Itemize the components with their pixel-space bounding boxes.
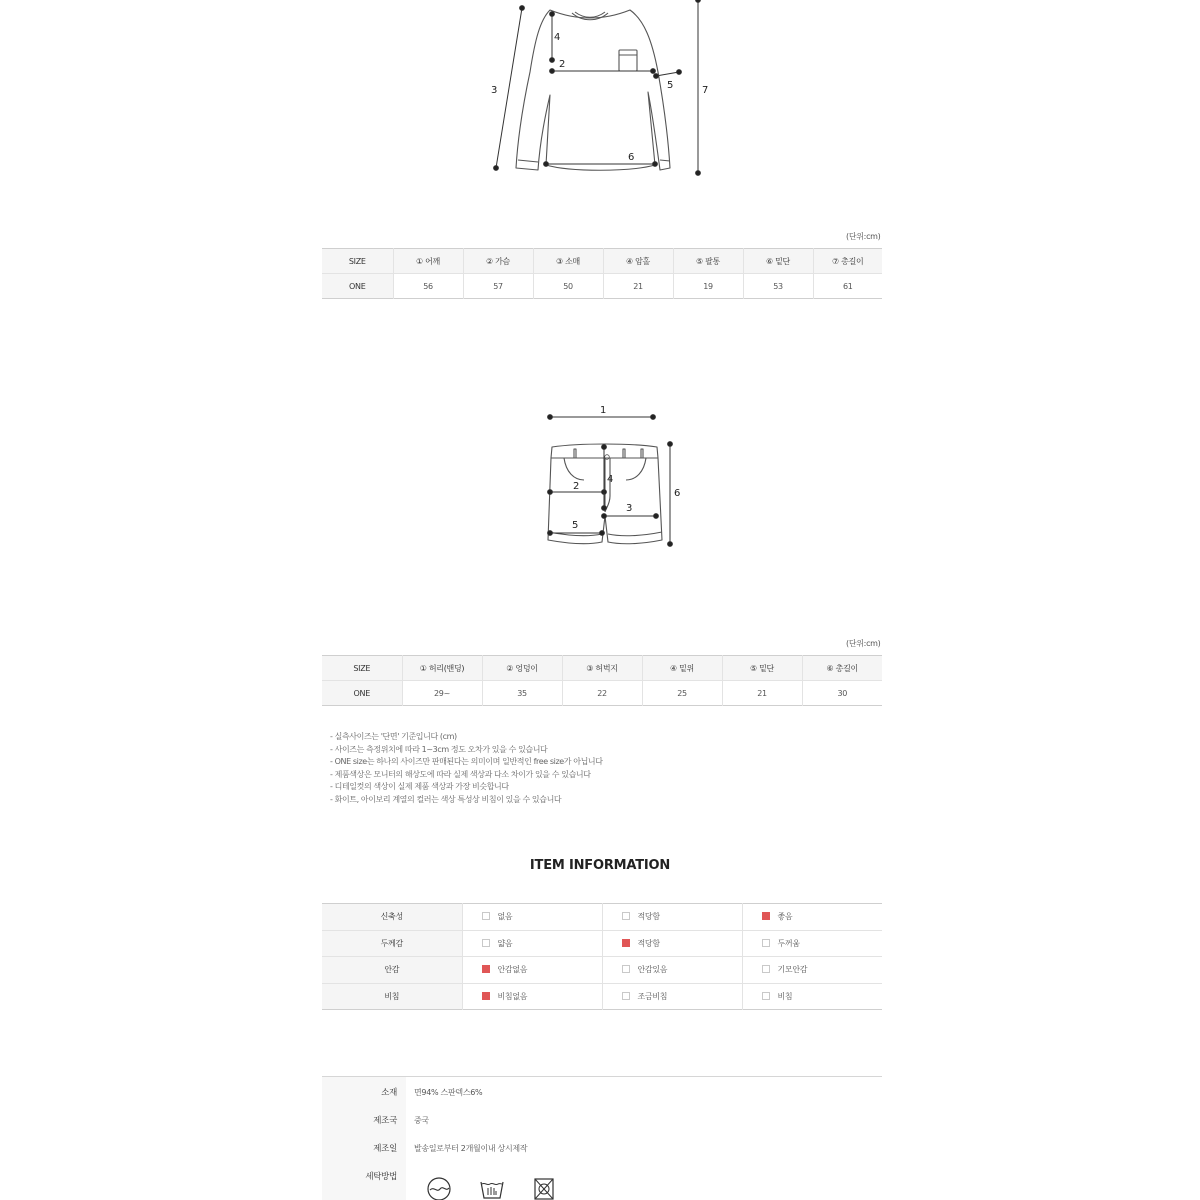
top-size-cell: 61 (813, 274, 882, 299)
info-option-text: 적당함 (637, 912, 660, 922)
info-option-text: 안감없음 (497, 965, 528, 975)
shorts-measure-label-3: 3 (626, 503, 633, 514)
shorts-measure-label-2: 2 (573, 481, 580, 492)
info-label: 비침 (322, 983, 462, 1010)
bottom-size-header: ⑥ 총길이 (802, 656, 882, 681)
checkbox-checked-icon (622, 939, 630, 947)
manufacture-date-label: 제조일 (373, 1144, 397, 1154)
checkbox-icon (762, 992, 770, 1000)
item-information-table (322, 903, 882, 1010)
top-measure-label-5: 5 (667, 80, 674, 91)
top-size-header: SIZE (322, 249, 393, 274)
top-size-cell: 50 (533, 274, 603, 299)
info-option (462, 983, 602, 1010)
note-line: - 디테일컷의 색상이 실제 제품 색상과 가장 비슷합니다 (330, 782, 509, 792)
info-option (462, 930, 602, 957)
info-row-lining (322, 957, 882, 984)
bottom-size-header: ④ 밑위 (642, 656, 722, 681)
shorts-measure-label-5: 5 (572, 520, 579, 531)
info-option-text: 좋음 (777, 912, 793, 922)
info-option (742, 930, 882, 957)
bottom-size-header-row (322, 656, 882, 681)
top-measure-label-6: 6 (628, 152, 635, 163)
info-option (602, 983, 742, 1010)
note-line: - 화이트, 아이보리 계열의 컬러는 색상 특성상 비침이 있을 수 있습니다 (330, 794, 562, 804)
top-size-table (322, 248, 882, 299)
checkbox-icon (482, 912, 490, 920)
bottom-size-header: SIZE (322, 656, 402, 681)
bottom-size-header: ① 허리(밴딩) (402, 656, 482, 681)
manufacture-date-value: 발송일로부터 2개월이내 상시제작 (414, 1144, 528, 1153)
material-value: 면94% 스판덱스6% (414, 1088, 483, 1097)
bottom-size-cell: ONE (322, 681, 402, 706)
info-option-text: 얇음 (497, 938, 513, 948)
bottom-size-header: ③ 허벅지 (562, 656, 642, 681)
top-size-header: ⑦ 총길이 (813, 249, 882, 274)
info-option (602, 904, 742, 931)
info-option (742, 983, 882, 1010)
top-measure-label-2: 2 (559, 59, 566, 70)
info-label: 신축성 (322, 904, 462, 931)
top-measure-label-4: 4 (554, 32, 561, 43)
top-size-header-row (322, 249, 882, 274)
info-row-thickness (322, 930, 882, 957)
origin-value: 중국 (414, 1116, 429, 1125)
note-line: - ONE size는 하나의 사이즈만 판매된다는 의미이며 일반적인 free size가 아닙니다 (330, 757, 603, 767)
item-information-title: ITEM INFORMATION (529, 858, 671, 873)
info-label: 안감 (322, 957, 462, 984)
origin-label: 제조국 (373, 1116, 397, 1126)
info-option-text: 기모안감 (777, 965, 808, 975)
top-size-header: ⑥ 밑단 (743, 249, 813, 274)
bottom-size-cell: 29~ (402, 681, 482, 706)
shorts-measure-label-4: 4 (607, 474, 614, 485)
info-option (602, 957, 742, 984)
top-measure-label-7: 7 (702, 85, 709, 96)
note-line: - 제품색상은 모니터의 해상도에 따라 실제 색상과 다소 차이가 있을 수 있습니다 (330, 769, 591, 779)
checkbox-checked-icon (482, 965, 490, 973)
top-size-header: ③ 소매 (533, 249, 603, 274)
checkbox-icon (622, 965, 630, 973)
bottom-size-cell: 25 (642, 681, 722, 706)
top-size-cell: 19 (673, 274, 743, 299)
info-option (602, 930, 742, 957)
checkbox-icon (482, 939, 490, 947)
top-size-cell: 56 (393, 274, 463, 299)
info-option-text: 조금비침 (637, 991, 668, 1001)
shorts-measure-label-1: 1 (600, 405, 607, 416)
spec-divider (322, 1076, 882, 1077)
info-option-text: 두꺼움 (777, 938, 800, 948)
top-size-cell: ONE (322, 274, 393, 299)
info-option (462, 957, 602, 984)
note-line: - 실측사이즈는 '단면' 기준입니다 (cm) (330, 732, 457, 741)
shorts-measure-label-6: 6 (674, 488, 681, 499)
info-row-stretch (322, 904, 882, 931)
size-notes (330, 731, 603, 807)
bottom-size-header: ② 엉덩이 (482, 656, 562, 681)
info-option (742, 904, 882, 931)
info-row-sheerness (322, 983, 882, 1010)
bottom-size-cell: 30 (802, 681, 882, 706)
checkbox-icon (622, 912, 630, 920)
info-option-text: 비침없음 (497, 991, 528, 1001)
bottom-size-table (322, 655, 882, 706)
info-option-text: 비침 (777, 991, 793, 1001)
top-size-cell: 21 (603, 274, 673, 299)
top-unit-note: (단위:cm) (846, 232, 881, 241)
checkbox-icon (762, 939, 770, 947)
top-size-cell: 57 (463, 274, 533, 299)
bottom-size-cell: 35 (482, 681, 562, 706)
top-size-cell: 53 (743, 274, 813, 299)
hand-wash-icon (426, 1176, 452, 1200)
shorts-diagram (540, 400, 690, 550)
bottom-size-header: ⑤ 밑단 (722, 656, 802, 681)
table-row (322, 274, 882, 299)
note-line: - 사이즈는 측정위치에 따라 1~3cm 정도 오차가 있을 수 있습니다 (330, 744, 548, 754)
care-label: 세탁방법 (365, 1172, 397, 1182)
info-option (462, 904, 602, 931)
info-label: 두께감 (322, 930, 462, 957)
top-garment-diagram (480, 0, 720, 185)
top-size-header: ④ 암홀 (603, 249, 673, 274)
checkbox-checked-icon (482, 992, 490, 1000)
top-size-header: ① 어깨 (393, 249, 463, 274)
bottom-size-cell: 21 (722, 681, 802, 706)
checkbox-icon (762, 965, 770, 973)
info-option-text: 없음 (497, 912, 513, 922)
top-size-header: ⑤ 팔통 (673, 249, 743, 274)
wash-water-icon (478, 1176, 506, 1200)
top-measure-label-3: 3 (491, 85, 498, 96)
no-tumble-dry-icon (532, 1176, 556, 1200)
checkbox-checked-icon (762, 912, 770, 920)
top-size-header: ② 가슴 (463, 249, 533, 274)
table-row (322, 681, 882, 706)
checkbox-icon (622, 992, 630, 1000)
info-option (742, 957, 882, 984)
bottom-unit-note: (단위:cm) (846, 639, 881, 648)
info-option-text: 안감있음 (637, 965, 668, 975)
info-option-text: 적당함 (637, 938, 660, 948)
bottom-size-cell: 22 (562, 681, 642, 706)
material-label: 소재 (381, 1088, 397, 1098)
